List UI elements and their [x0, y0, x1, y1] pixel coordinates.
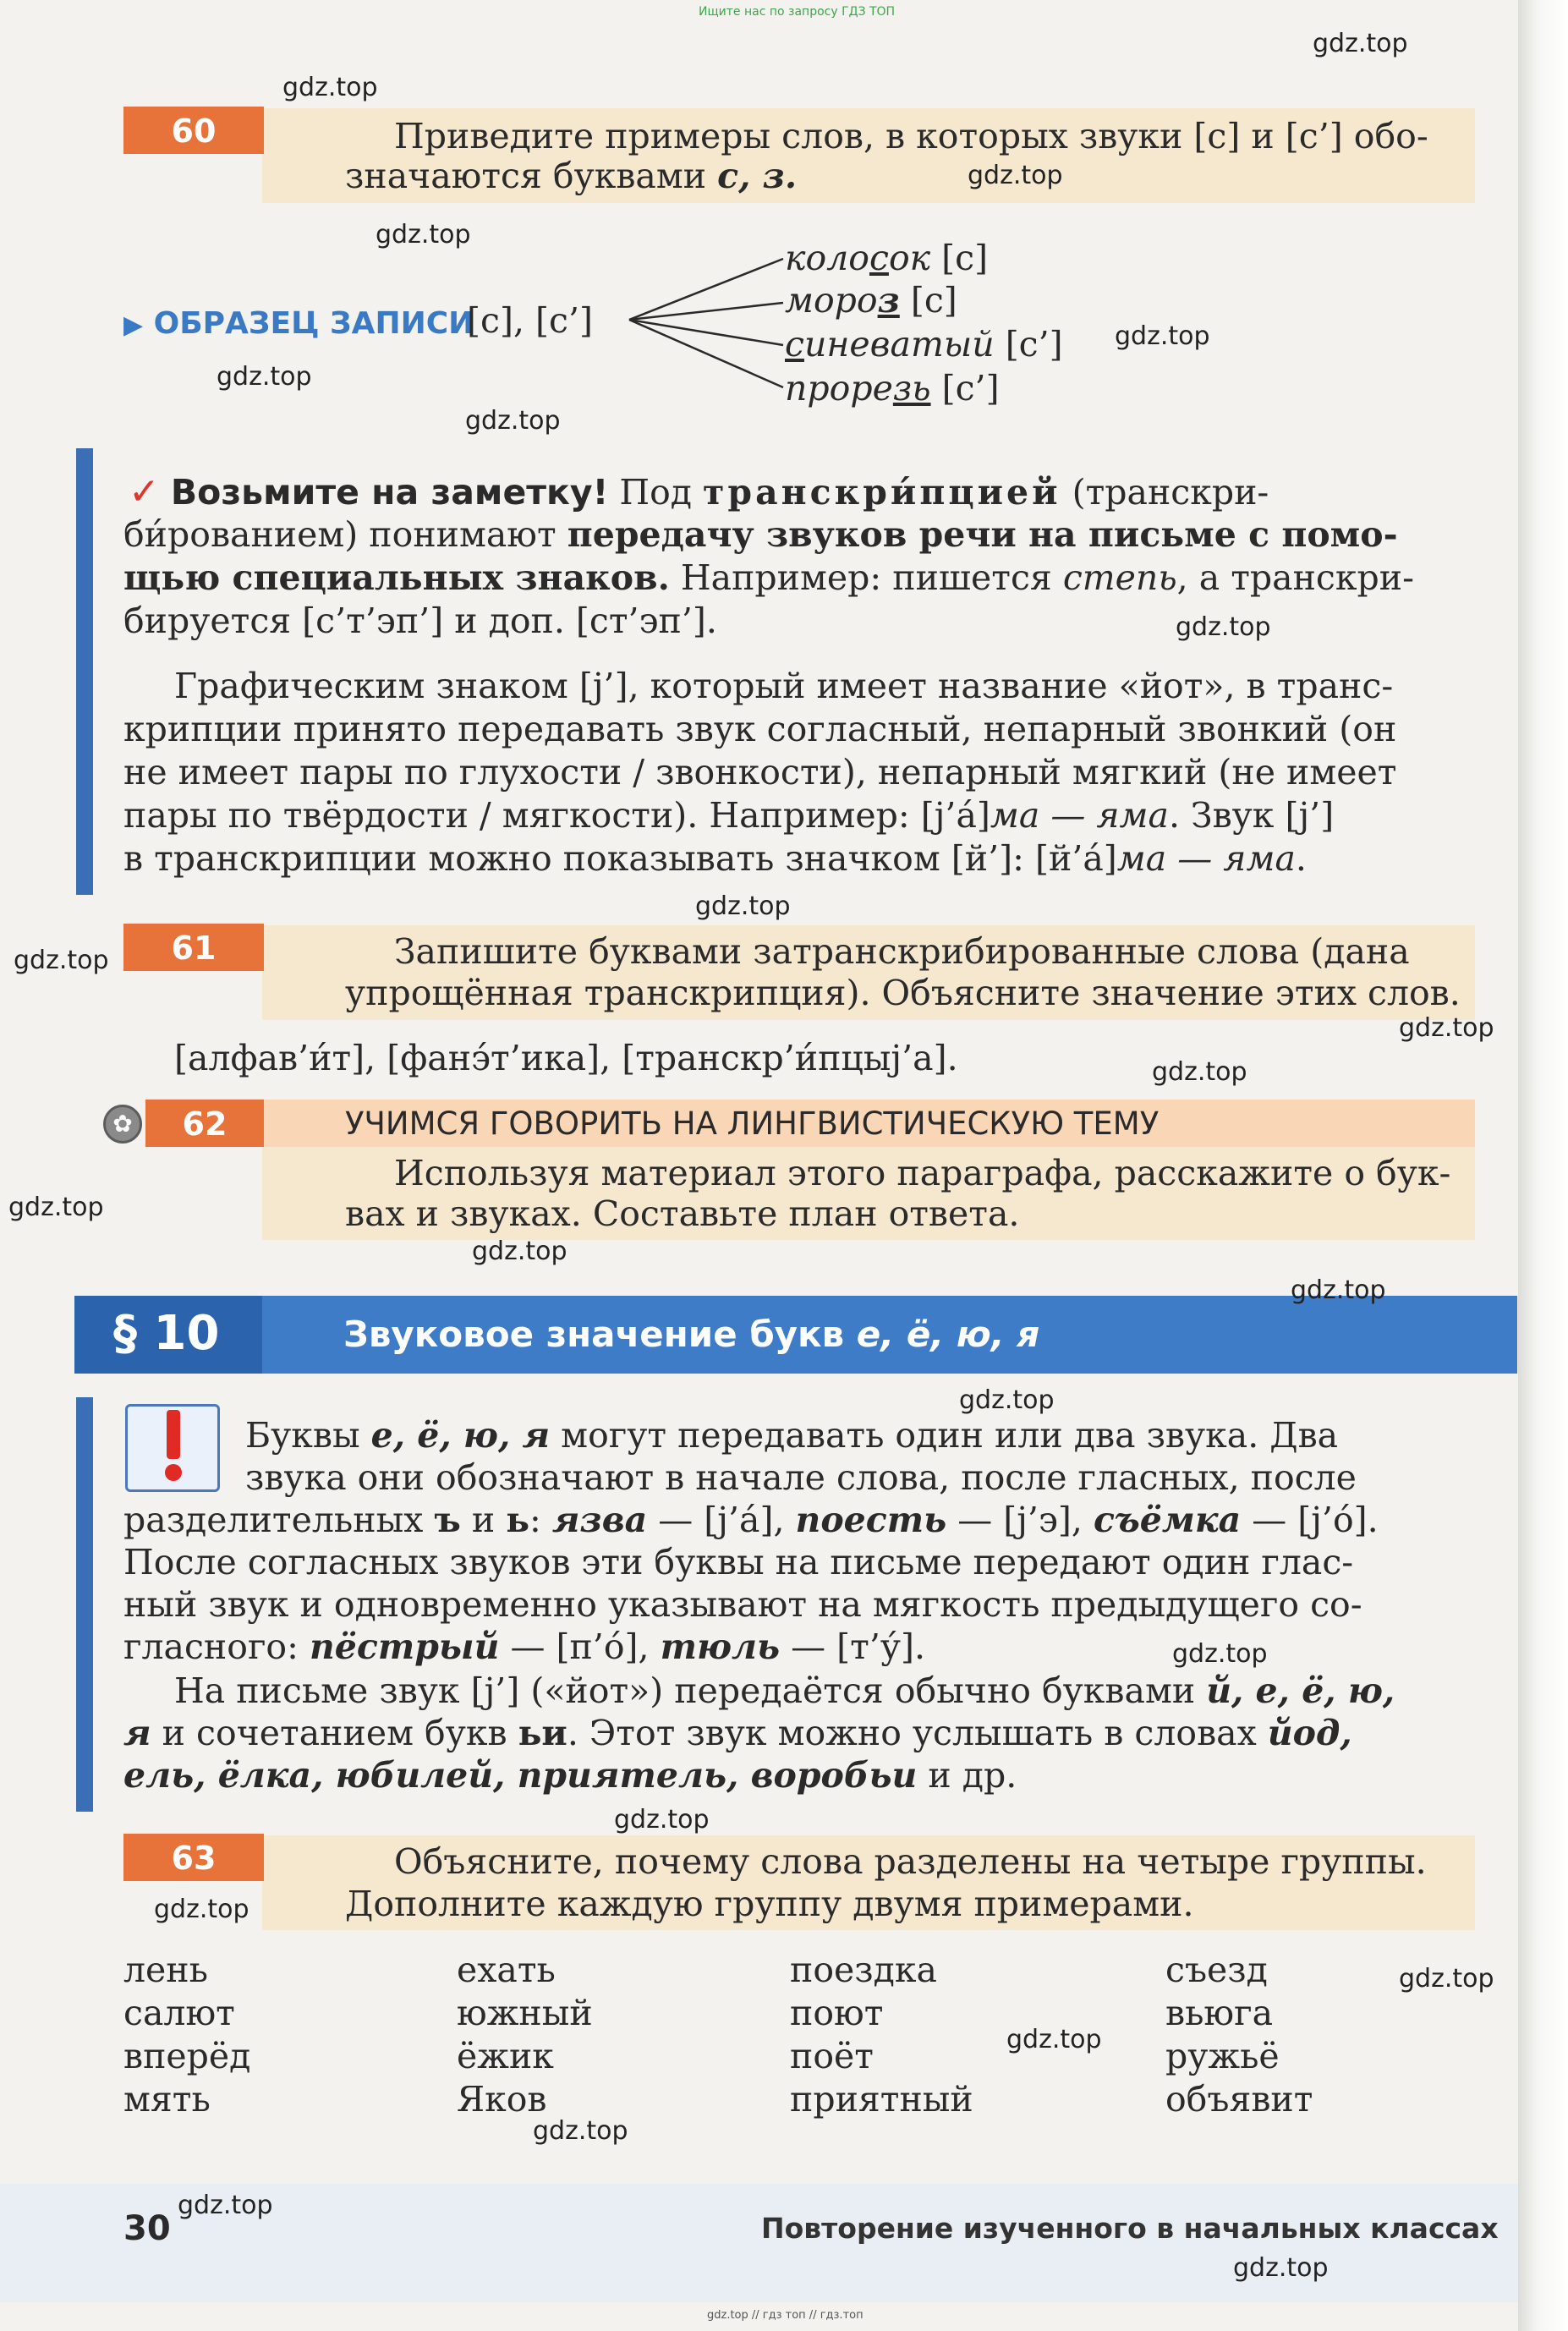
watermark: gdz.top — [376, 220, 471, 250]
rule-line2: звука они обозначают в начале слова, после гласных, после — [245, 1457, 1357, 1498]
watermark: gdz.top — [1006, 2025, 1102, 2054]
rule-line9: ель, ёлка, юбилей, приятель, воробьи и др. — [123, 1755, 1017, 1796]
top-note: Ищите нас по запросу ГДЗ ТОП — [699, 5, 896, 19]
note-p2-line1: Графическим знаком [j’], который имеет название «йот», в транс- — [174, 666, 1394, 706]
ex62-number: 62 — [145, 1100, 264, 1147]
note-left-bar — [76, 448, 93, 895]
running-title: Повторение изученного в начальных классах — [761, 2212, 1499, 2245]
sample-word-4: прорезь [с’] — [785, 368, 1000, 409]
word: поёт — [790, 2036, 874, 2076]
sample-sounds: [с], [с’] — [467, 300, 594, 341]
note-line1: ✓ Возьмите на заметку! Под транскри́пцией (транскри- — [129, 470, 1269, 513]
ex62-line2: вах и звуках. Составьте план ответа. — [345, 1193, 1020, 1234]
watermark: gdz.top — [178, 2191, 273, 2220]
section-number: § 10 — [113, 1306, 220, 1361]
section-title: Звуковое значение букв е, ё, ю, я — [343, 1314, 1040, 1355]
watermark: gdz.top — [1176, 612, 1271, 642]
triangle-icon: ▶ — [123, 310, 144, 340]
rule-left-bar — [76, 1397, 93, 1812]
word: южный — [457, 1993, 593, 2033]
rule-line5: ный звук и одновременно указывают на мягкость предыдущего со- — [123, 1584, 1362, 1625]
rule-line6: гласного: пёстрый — [п’о́], тюль — [т’у́]. — [123, 1626, 926, 1667]
watermark: gdz.top — [282, 73, 378, 102]
watermark: gdz.top — [465, 406, 561, 436]
note-line3: щью специальных знаков. Например: пишется степь, а транскри- — [123, 557, 1414, 598]
watermark: gdz.top — [1313, 29, 1408, 58]
ex60-line2: значаются буквами с, з. — [345, 156, 798, 196]
rule-line8: я и сочетанием букв ьи. Этот звук можно услышать в словах йод, — [123, 1713, 1352, 1753]
watermark: gdz.top — [968, 161, 1063, 190]
page-number: 30 — [123, 2209, 171, 2248]
sample-word-1: колосок [с] — [785, 238, 989, 278]
word: ехать — [457, 1950, 556, 1990]
exclamation-book-icon — [125, 1404, 220, 1492]
sample-label: ▶ ОБРАЗЕЦ ЗАПИСИ — [123, 306, 474, 341]
watermark: gdz.top — [1291, 1275, 1386, 1305]
watermark: gdz.top — [154, 1895, 249, 1924]
gear-icon: ✿ — [103, 1105, 142, 1144]
word: салют — [123, 1993, 235, 2033]
word: вперёд — [123, 2036, 251, 2076]
word: ружьё — [1165, 2036, 1280, 2076]
word: поют — [790, 1993, 884, 2033]
ex62-line1: Используя материал этого параграфа, расскажите о бук- — [394, 1153, 1451, 1193]
watermark: gdz.top — [1399, 1013, 1494, 1043]
word: ёжик — [457, 2036, 554, 2076]
note-line4: бируется [с’т’эп’] и доп. [ст’эп’]. — [123, 601, 717, 641]
word: мять — [123, 2079, 211, 2120]
watermark: gdz.top — [14, 946, 109, 975]
word: объявит — [1165, 2079, 1313, 2120]
ex60-line1: Приведите примеры слов, в которых звуки [с] и [с’] обо- — [394, 116, 1428, 156]
ex61-words: [алфав’и́т], [фанэ́т’ика], [транскр’и́пцыj’а]. — [174, 1038, 958, 1078]
ex61-line1: Запишите буквами затранскрибированные слова (дана — [394, 931, 1410, 972]
watermark: gdz.top — [472, 1237, 567, 1266]
watermark: gdz.top — [959, 1385, 1055, 1415]
watermark: gdz.top — [533, 2116, 628, 2146]
ex60-number: 60 — [123, 107, 264, 154]
ex61-number: 61 — [123, 924, 264, 971]
ex63-column-2 — [457, 1949, 593, 2121]
watermark: gdz.top — [1172, 1639, 1268, 1669]
watermark: gdz.top — [1399, 1964, 1494, 1994]
watermark: gdz.top — [217, 362, 312, 392]
watermark: gdz.top — [1152, 1057, 1247, 1087]
word: лень — [123, 1950, 208, 1990]
note-p2-line5: в транскрипции можно показывать значком [й’]: [й’а́]ма — яма. — [123, 838, 1307, 879]
rule-line7: На письме звук [j’] («йот») передаётся обычно буквами й, е, ё, ю, — [174, 1670, 1395, 1711]
ex63-column-4 — [1165, 1949, 1313, 2121]
bottom-note: gdz.top // гдз топ // гдз.топ — [707, 2309, 863, 2322]
watermark: gdz.top — [1115, 321, 1210, 351]
ex63-number: 63 — [123, 1834, 264, 1881]
sample-word-2: мороз [с] — [785, 280, 957, 321]
rule-line1: Буквы е, ё, ю, я могут передавать один или два звука. Два — [245, 1415, 1339, 1456]
watermark: gdz.top — [614, 1805, 710, 1835]
rule-line3: разделительных ъ и ь: язва — [j’а́], поесть — [j’э], съёмка — [j’о́]. — [123, 1500, 1379, 1540]
ex63-column-1 — [123, 1949, 250, 2121]
ex62-heading: УЧИМСЯ ГОВОРИТЬ НА ЛИНГВИСТИЧЕСКУЮ ТЕМУ — [345, 1105, 1160, 1142]
note-p2-line3: не имеет пары по глухости / звонкости), непарный мягкий (не имеет — [123, 752, 1397, 793]
watermark: gdz.top — [8, 1193, 104, 1222]
word: Яков — [457, 2079, 547, 2120]
ex61-line2: упрощённая транскрипция). Объясните значение этих слов. — [345, 973, 1461, 1013]
watermark: gdz.top — [1233, 2253, 1329, 2283]
word: приятный — [790, 2079, 973, 2120]
watermark: gdz.top — [695, 891, 791, 921]
ex63-column-3 — [790, 1949, 973, 2121]
ex63-line1: Объясните, почему слова разделены на четыре группы. — [394, 1841, 1427, 1882]
note-line2: би́рованием) понимают передачу звуков речи на письме с помо- — [123, 514, 1398, 555]
page-edge-shadow — [1518, 0, 1568, 2331]
word: съезд — [1165, 1950, 1268, 1990]
word: вьюга — [1165, 1993, 1274, 2033]
rule-line4: После согласных звуков эти буквы на письме передают один глас- — [123, 1542, 1354, 1582]
word: поездка — [790, 1950, 937, 1990]
sample-word-3: синеватый [с’] — [785, 324, 1063, 365]
ex63-line2: Дополните каждую группу двумя примерами. — [345, 1884, 1194, 1924]
note-p2-line2: крипции принято передавать звук согласный, непарный звонкий (он — [123, 709, 1397, 749]
sample-branch-lines — [626, 245, 795, 398]
check-icon: ✓ — [129, 470, 160, 513]
note-p2-line4: пары по твёрдости / мягкости). Например: [j’а́]ма — яма. Звук [j’] — [123, 795, 1335, 836]
